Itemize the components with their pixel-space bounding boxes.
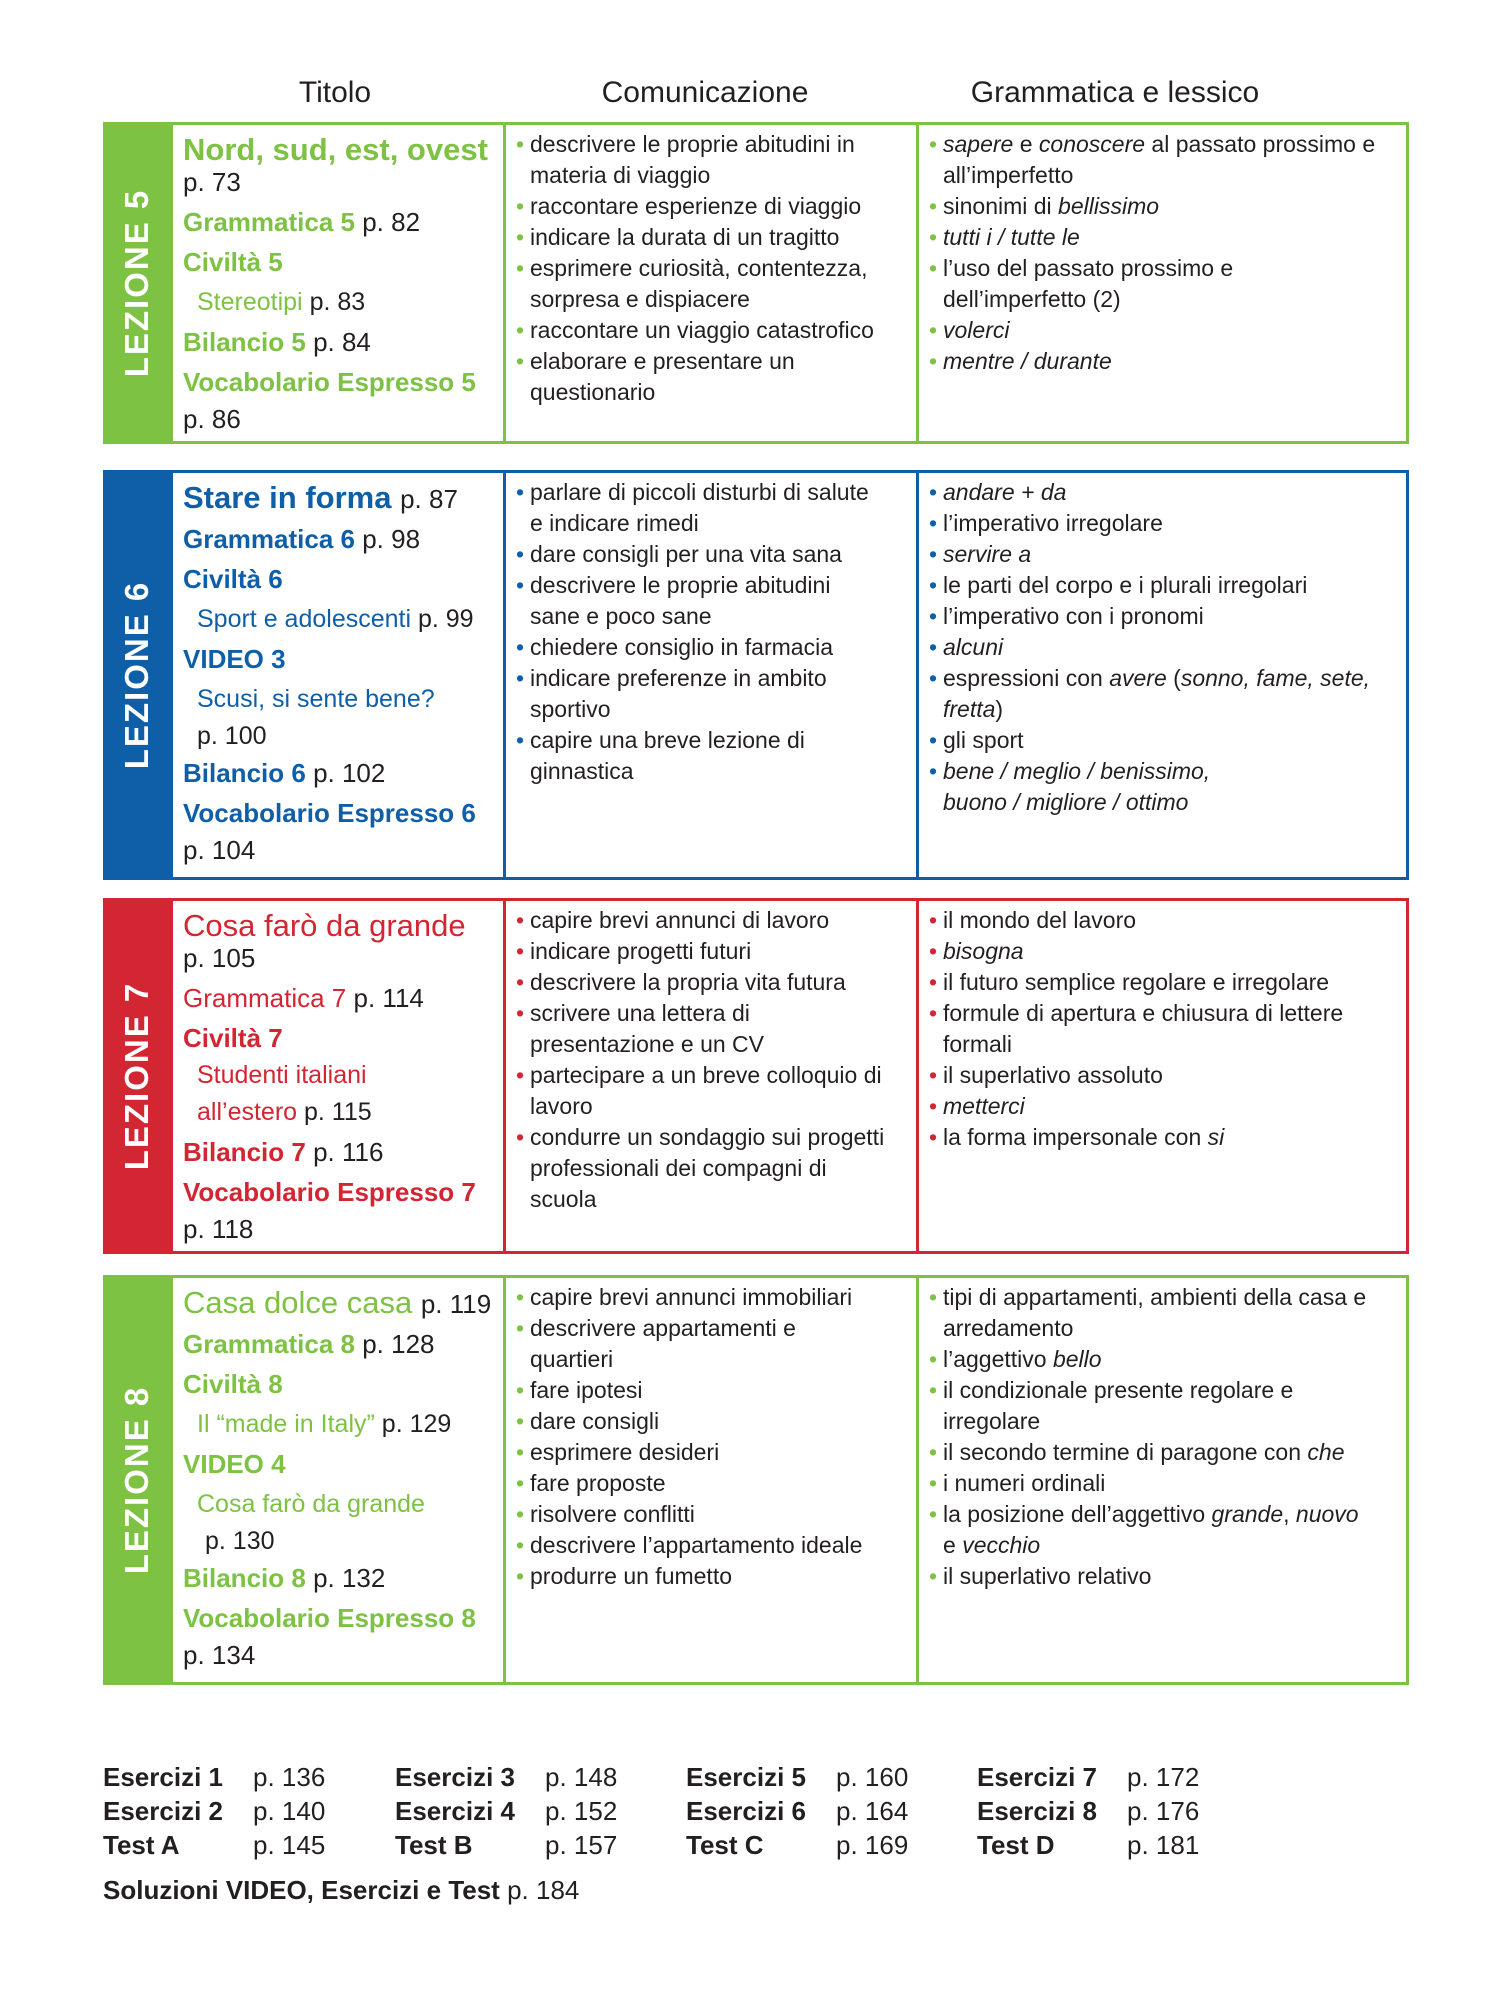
soluzioni-link[interactable]: Soluzioni VIDEO, Esercizi e Test p. 184: [103, 1875, 580, 1905]
list-item: • scrivere una lettera di: [516, 1000, 750, 1026]
page-ref: p. 105: [183, 943, 256, 973]
footer-entry[interactable]: Esercizi 6 p. 164: [686, 1796, 909, 1826]
list-item: scuola: [530, 1186, 597, 1212]
list-item: • capire una breve lezione di: [516, 727, 805, 753]
list-item: • raccontare esperienze di viaggio: [516, 193, 862, 219]
footer-column: [395, 1760, 617, 1862]
list-item: • bene / meglio / benissimo,: [929, 758, 1211, 784]
grammatica-column: [916, 473, 1406, 877]
list-item: • indicare progetti futuri: [516, 938, 752, 964]
list-item: formali: [943, 1031, 1013, 1057]
list-item: • bisogna: [929, 938, 1024, 964]
bilancio-link[interactable]: Bilancio 8 p. 132: [183, 1563, 386, 1593]
civilta-topic[interactable]: Studenti italiani: [197, 1061, 367, 1089]
list-item: • condurre un sondaggio sui progetti: [516, 1124, 885, 1150]
footer-entry[interactable]: Test D p. 181: [977, 1830, 1200, 1860]
list-item: presentazione e un CV: [530, 1031, 764, 1057]
footer-column: [686, 1760, 908, 1862]
list-item: • l’imperativo irregolare: [929, 510, 1163, 536]
header-titolo: Titolo: [298, 76, 372, 109]
list-item: • il superlativo relativo: [929, 1563, 1152, 1589]
list-item: • il futuro semplice regolare e irregolare: [929, 969, 1330, 995]
page-ref: p. 134: [183, 1640, 256, 1670]
list-item: lavoro: [530, 1093, 593, 1119]
list-item: buono / migliore / ottimo: [943, 789, 1189, 815]
footer-entry[interactable]: Esercizi 2 p. 140: [103, 1796, 326, 1826]
civilta-topic[interactable]: all’estero p. 115: [197, 1098, 372, 1126]
video-link[interactable]: VIDEO 3: [183, 644, 286, 674]
footer-column: [103, 1760, 325, 1862]
page-ref: p. 130: [205, 1527, 275, 1555]
grammatica-link[interactable]: Grammatica 7 p. 114: [183, 983, 424, 1013]
list-item: • indicare la durata di un tragitto: [516, 224, 840, 250]
civilta-topic[interactable]: Stereotipi p. 83: [197, 288, 366, 316]
list-item: • servire a: [929, 541, 1032, 567]
comunicazione-column: [503, 473, 916, 877]
bilancio-link[interactable]: Bilancio 7 p. 116: [183, 1137, 384, 1167]
list-item: • espressioni con avere (sonno, fame, sete,: [929, 665, 1371, 691]
list-item: • il superlativo assoluto: [929, 1062, 1163, 1088]
lesson-tab: LEZIONE 8: [103, 1275, 170, 1685]
list-item: • dare consigli per una vita sana: [516, 541, 842, 567]
list-item: • mentre / durante: [929, 348, 1112, 374]
list-item: • esprimere desideri: [516, 1439, 720, 1465]
page-ref: p. 73: [183, 167, 241, 197]
list-item: arredamento: [943, 1315, 1074, 1341]
list-item: • produrre un fumetto: [516, 1563, 733, 1589]
list-item: • l’aggettivo bello: [929, 1346, 1102, 1372]
list-item: • il condizionale presente regolare e: [929, 1377, 1294, 1403]
list-item: • l’uso del passato prossimo e: [929, 255, 1234, 281]
list-item: • indicare preferenze in ambito: [516, 665, 827, 691]
vocabolario-link[interactable]: Vocabolario Espresso 8: [183, 1603, 476, 1633]
list-item: • fare proposte: [516, 1470, 666, 1496]
civilta-link[interactable]: Civiltà 6: [183, 564, 283, 594]
page-ref: p. 118: [183, 1214, 254, 1244]
footer-entry[interactable]: Esercizi 1 p. 136: [103, 1762, 326, 1792]
list-item: • raccontare un viaggio catastrofico: [516, 317, 874, 343]
footer-entry[interactable]: Esercizi 3 p. 148: [395, 1762, 618, 1792]
header-comunicazione: Comunicazione: [601, 76, 809, 109]
list-item: • il secondo termine di paragone con che: [929, 1439, 1345, 1465]
list-item: • i numeri ordinali: [929, 1470, 1106, 1496]
lesson-tab: LEZIONE 5: [103, 122, 170, 444]
comunicazione-column: [503, 901, 916, 1251]
list-item: • formule di apertura e chiusura di lettere: [929, 1000, 1344, 1026]
grammatica-link[interactable]: Grammatica 8 p. 128: [183, 1329, 435, 1359]
list-item: • la forma impersonale con si: [929, 1124, 1225, 1150]
list-item: ginnastica: [530, 758, 634, 784]
list-item: • gli sport: [929, 727, 1024, 753]
list-item: • chiedere consiglio in farmacia: [516, 634, 833, 660]
list-item: • partecipare a un breve colloquio di: [516, 1062, 882, 1088]
list-item: dell’imperfetto (2): [943, 286, 1121, 312]
footer-entry[interactable]: Test B p. 157: [395, 1830, 618, 1860]
lesson-title[interactable]: Cosa farò da grande: [183, 908, 466, 943]
vocabolario-link[interactable]: Vocabolario Espresso 5: [183, 367, 476, 397]
bilancio-link[interactable]: Bilancio 6 p. 102: [183, 758, 386, 788]
footer-entry[interactable]: Test A p. 145: [103, 1830, 326, 1860]
lesson-8: [103, 1275, 1409, 1685]
title-column: [173, 1278, 503, 1682]
lesson-6: [103, 470, 1409, 880]
list-item: • volerci: [929, 317, 1010, 343]
list-item: • tutti i / tutte le: [929, 224, 1080, 250]
list-item: • la posizione dell’aggettivo grande, nuovo: [929, 1501, 1359, 1527]
title-column: [173, 901, 503, 1251]
video-topic[interactable]: Scusi, si sente bene?: [197, 685, 435, 713]
lesson-tab: LEZIONE 6: [103, 470, 170, 880]
list-item: questionario: [530, 379, 656, 405]
list-item: • sinonimi di bellissimo: [929, 193, 1160, 219]
list-item: • alcuni: [929, 634, 1004, 660]
grammatica-link[interactable]: Grammatica 5 p. 82: [183, 207, 421, 237]
header-grammatica-lessico: Grammatica e lessico: [970, 76, 1260, 109]
list-item: • descrivere le proprie abitudini: [516, 572, 831, 598]
list-item: • descrivere le proprie abitudini in: [516, 131, 855, 157]
page-ref: p. 100: [197, 722, 267, 750]
civilta-link[interactable]: Civiltà 8: [183, 1369, 283, 1399]
list-item: • l’imperativo con i pronomi: [929, 603, 1204, 629]
list-item: • descrivere l’appartamento ideale: [516, 1532, 863, 1558]
lesson-tab: LEZIONE 7: [103, 898, 170, 1254]
title-column: [173, 473, 503, 877]
list-item: • esprimere curiosità, contentezza,: [516, 255, 868, 281]
footer-column: [977, 1760, 1199, 1862]
list-item: • sapere e conoscere al passato prossimo e: [929, 131, 1376, 157]
page-ref: p. 86: [183, 404, 241, 434]
lesson-title[interactable]: Stare in forma p. 87: [183, 480, 458, 515]
grammatica-link[interactable]: Grammatica 6 p. 98: [183, 524, 421, 554]
list-item: • le parti del corpo e i plurali irregolari: [929, 572, 1308, 598]
list-item: • fare ipotesi: [516, 1377, 643, 1403]
vocabolario-link[interactable]: Vocabolario Espresso 6: [183, 798, 476, 828]
list-item: • descrivere appartamenti e: [516, 1315, 796, 1341]
list-item: sane e poco sane: [530, 603, 712, 629]
list-item: • tipi di appartamenti, ambienti della casa e: [929, 1284, 1367, 1310]
grammatica-column: [916, 901, 1406, 1251]
list-item: • metterci: [929, 1093, 1025, 1119]
list-item: fretta): [943, 696, 1004, 722]
video-link[interactable]: VIDEO 4: [183, 1449, 286, 1479]
list-item: • descrivere la propria vita futura: [516, 969, 846, 995]
list-item: • dare consigli: [516, 1408, 660, 1434]
list-item: quartieri: [530, 1346, 614, 1372]
footer-entry[interactable]: Esercizi 7 p. 172: [977, 1762, 1200, 1792]
vocabolario-link[interactable]: Vocabolario Espresso 7: [183, 1177, 476, 1207]
civilta-link[interactable]: Civiltà 5: [183, 247, 283, 277]
list-item: • parlare di piccoli disturbi di salute: [516, 479, 869, 505]
list-item: • capire brevi annunci di lavoro: [516, 907, 830, 933]
footer-entry[interactable]: Esercizi 5 p. 160: [686, 1762, 909, 1792]
page-ref: p. 104: [183, 835, 256, 865]
civilta-link[interactable]: Civiltà 7: [183, 1023, 283, 1053]
list-item: • risolvere conflitti: [516, 1501, 695, 1527]
lesson-title[interactable]: Casa dolce casa p. 119: [183, 1285, 492, 1320]
video-topic[interactable]: Cosa farò da grande: [197, 1490, 425, 1518]
footer-entry[interactable]: Test C p. 169: [686, 1830, 909, 1860]
list-item: • elaborare e presentare un: [516, 348, 795, 374]
list-item: e indicare rimedi: [530, 510, 699, 536]
footer-entry[interactable]: Esercizi 4 p. 152: [395, 1796, 618, 1826]
list-item: sportivo: [530, 696, 611, 722]
title-column: [173, 125, 503, 441]
list-item: • il mondo del lavoro: [929, 907, 1137, 933]
civilta-topic[interactable]: Il “made in Italy” p. 129: [197, 1410, 452, 1438]
list-item: e vecchio: [943, 1532, 1041, 1558]
footer-entry[interactable]: Esercizi 8 p. 176: [977, 1796, 1200, 1826]
list-item: • capire brevi annunci immobiliari: [516, 1284, 853, 1310]
lesson-7: [103, 898, 1409, 1254]
lesson-title[interactable]: Nord, sud, est, ovest: [183, 132, 488, 167]
list-item: professionali dei compagni di: [530, 1155, 827, 1181]
grammatica-column: [916, 1278, 1406, 1682]
list-item: all’imperfetto: [943, 162, 1074, 188]
comunicazione-column: [503, 1278, 916, 1682]
list-item: • andare + da: [929, 479, 1067, 505]
bilancio-link[interactable]: Bilancio 5 p. 84: [183, 327, 371, 357]
comunicazione-column: [503, 125, 916, 441]
list-item: irregolare: [943, 1408, 1041, 1434]
civilta-topic[interactable]: Sport e adolescenti p. 99: [197, 605, 474, 633]
lesson-5: [103, 122, 1409, 444]
list-item: materia di viaggio: [530, 162, 711, 188]
list-item: sorpresa e dispiacere: [530, 286, 750, 312]
grammatica-column: [916, 125, 1406, 441]
